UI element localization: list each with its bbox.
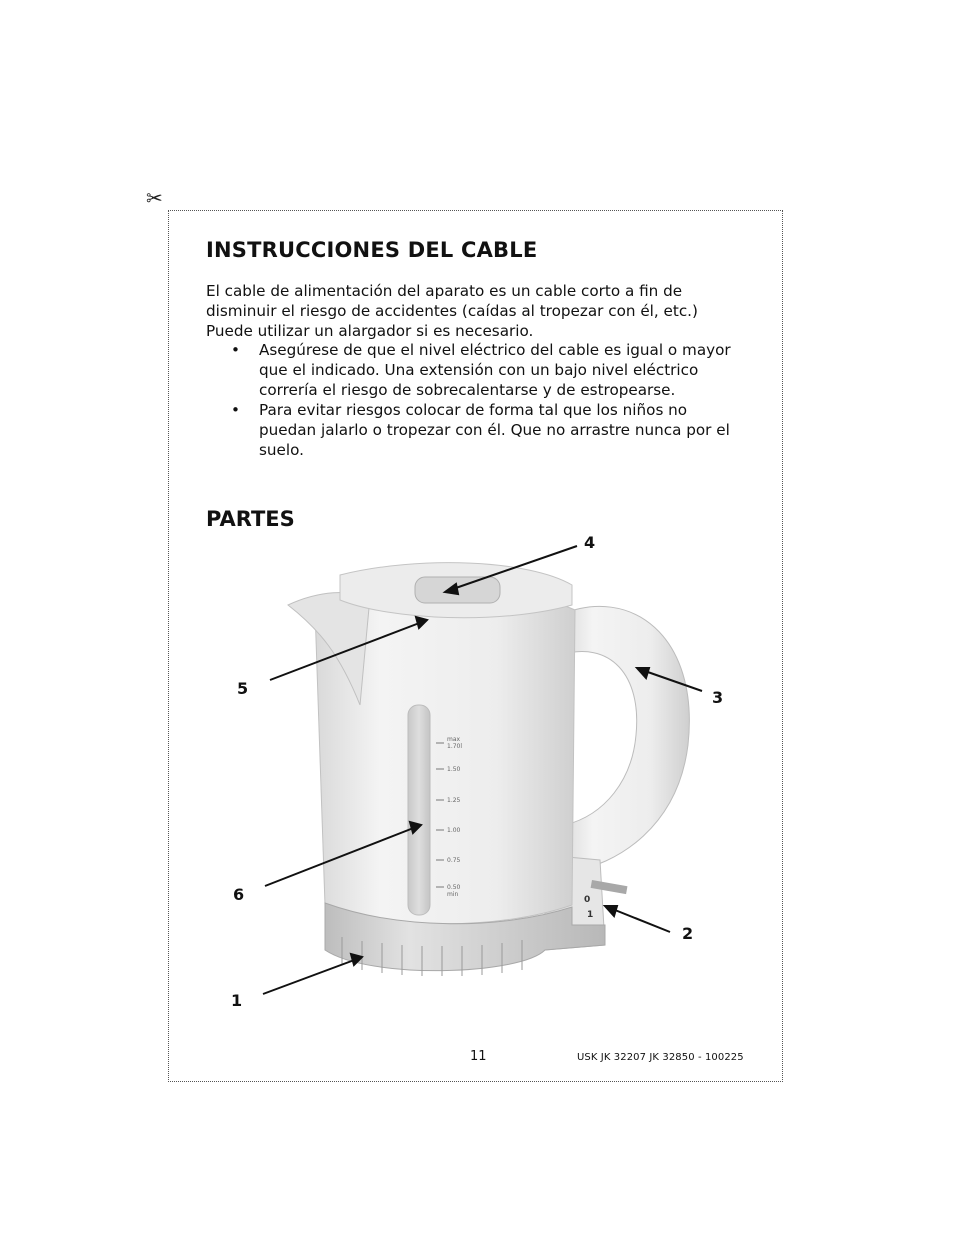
page-number: 11 (470, 1049, 487, 1064)
scale-label: min (447, 891, 459, 898)
parts-section-title: PARTES (206, 507, 295, 531)
bullet-icon: • (231, 341, 240, 359)
callout-number-2: 2 (682, 924, 694, 943)
callout-number-6: 6 (233, 885, 245, 904)
scale-label: 1.25 (447, 797, 461, 804)
list-item (206, 400, 746, 460)
scale-label: max (447, 736, 461, 743)
kettle-illustration (200, 525, 760, 1025)
scale-label: 0.50 (447, 884, 461, 891)
bullet-text: Asegúrese de que el nivel eléctrico del cable es igual o mayor que el indicado. Una extensión con un bajo nivel eléctrico correría el riesgo de sobrecalentarse y de estropearse. (259, 341, 731, 399)
scale-label: 1.50 (447, 766, 461, 773)
switch-label-on: 1 (587, 910, 594, 920)
bullet-icon: • (231, 401, 240, 419)
switch-label-off: 0 (584, 895, 591, 905)
water-level-window (408, 705, 430, 915)
cable-bullet-list (206, 340, 746, 460)
scissors-icon: ✂ (146, 186, 163, 210)
cable-intro-paragraph: El cable de alimentación del aparato es un cable corto a fin de disminuir el riesgo de accidentes (caídas al tropezar con él, etc.) Puede utilizar un alargador si es necesario. (206, 282, 698, 340)
callout-line-2 (610, 908, 670, 932)
bullet-text: Para evitar riesgos colocar de forma tal que los niños no puedan jalarlo o tropezar con él. Que no arrastre nunca por el suelo. (259, 401, 730, 459)
cable-section-title: INSTRUCCIONES DEL CABLE (206, 238, 538, 262)
callout-number-1: 1 (231, 991, 243, 1010)
kettle-handle (560, 606, 689, 873)
arrowhead-icon (605, 906, 617, 916)
scale-label: 1.70l (447, 743, 463, 750)
model-code: USK JK 32207 JK 32850 - 100225 (577, 1052, 744, 1063)
callout-line-1 (263, 959, 357, 994)
scale-label: 1.00 (447, 827, 461, 834)
list-item (206, 340, 746, 400)
callout-number-4: 4 (584, 533, 596, 552)
callout-number-5: 5 (237, 679, 249, 698)
scale-label: 0.75 (447, 857, 461, 864)
callout-number-3: 3 (712, 688, 724, 707)
